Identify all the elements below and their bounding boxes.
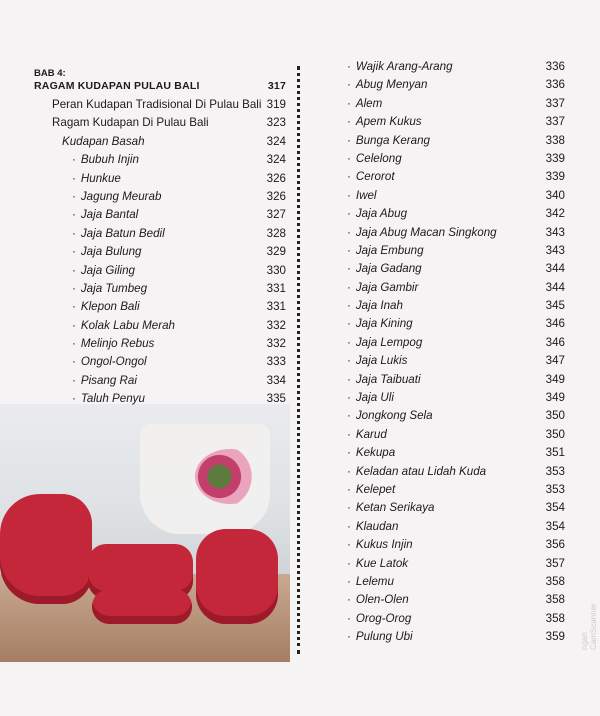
toc-entry-label: Taluh Penyu bbox=[80, 392, 145, 406]
toc-entry[interactable] bbox=[34, 337, 286, 355]
chapter-label-text: BAB 4: bbox=[34, 68, 66, 79]
toc-entry-page: 343 bbox=[545, 243, 565, 257]
toc-entry-page: 332 bbox=[266, 318, 286, 332]
chapter-title: RAGAM KUDAPAN PULAU BALI bbox=[34, 80, 200, 92]
scanner-watermark: ngan CamScanner bbox=[580, 603, 598, 650]
toc-entry-label: Kolak Labu Merah bbox=[80, 318, 175, 332]
toc-entry[interactable] bbox=[347, 97, 565, 115]
toc-entry-label: Kekupa bbox=[355, 446, 396, 460]
toc-entry-page: 346 bbox=[545, 335, 565, 349]
red-cake-piece bbox=[0, 494, 92, 604]
toc-entry-label: Olen-Olen bbox=[355, 593, 409, 607]
toc-entry[interactable] bbox=[347, 520, 565, 538]
bullet-icon: · bbox=[347, 188, 351, 202]
bullet-icon: · bbox=[347, 133, 351, 147]
toc-entry-label: Jaja Embung bbox=[355, 243, 424, 257]
toc-entry[interactable] bbox=[347, 299, 565, 317]
toc-entry-label: Karud bbox=[355, 427, 387, 441]
toc-entry-page: 324 bbox=[266, 153, 286, 167]
toc-entry[interactable] bbox=[34, 374, 286, 392]
toc-entry-label: Celelong bbox=[355, 151, 402, 165]
toc-entry[interactable] bbox=[347, 391, 565, 409]
bullet-icon: · bbox=[347, 482, 351, 496]
toc-entry-page: 339 bbox=[545, 170, 565, 184]
bullet-icon: · bbox=[347, 538, 351, 552]
bullet-icon: · bbox=[72, 318, 76, 332]
toc-entry-label: Jaja Abug Macan Singkong bbox=[355, 225, 497, 239]
toc-entry-page: 331 bbox=[266, 281, 286, 295]
bullet-icon: · bbox=[347, 262, 351, 276]
toc-entry-label: Keladan atau Lidah Kuda bbox=[355, 464, 487, 478]
bullet-icon: · bbox=[347, 207, 351, 221]
toc-entry[interactable] bbox=[34, 355, 286, 373]
toc-entry-label: Alem bbox=[355, 96, 383, 110]
flower-decoration bbox=[195, 449, 265, 504]
toc-entry[interactable] bbox=[347, 134, 565, 152]
toc-entry[interactable] bbox=[347, 501, 565, 519]
toc-entry-page: 340 bbox=[545, 188, 565, 202]
toc-entry[interactable] bbox=[347, 226, 565, 244]
bullet-icon: · bbox=[347, 280, 351, 294]
toc-entry-page: 327 bbox=[266, 208, 286, 222]
toc-entry-label: Orog-Orog bbox=[355, 611, 412, 625]
toc-entry-label: Jaja Gambir bbox=[355, 280, 419, 294]
toc-entry[interactable] bbox=[34, 319, 286, 337]
toc-entry[interactable] bbox=[347, 244, 565, 262]
bullet-icon: · bbox=[347, 611, 351, 625]
bullet-icon: · bbox=[347, 372, 351, 386]
chapter-label bbox=[34, 68, 286, 80]
toc-entry-page: 336 bbox=[545, 60, 565, 73]
toc-entry-label: Jaja Tumbeg bbox=[80, 281, 148, 295]
toc-entry[interactable] bbox=[347, 281, 565, 299]
toc-entry[interactable] bbox=[34, 190, 286, 208]
bullet-icon: · bbox=[72, 337, 76, 351]
bullet-icon: · bbox=[72, 392, 76, 406]
toc-entry-page: 336 bbox=[545, 78, 565, 92]
toc-entry-page: 326 bbox=[266, 171, 286, 185]
toc-entry[interactable] bbox=[347, 373, 565, 391]
bullet-icon: · bbox=[347, 630, 351, 644]
toc-entry-page: 323 bbox=[266, 116, 286, 130]
toc-entry-page: 339 bbox=[545, 151, 565, 165]
toc-left-column bbox=[34, 68, 286, 411]
toc-entry-page: 349 bbox=[545, 372, 565, 386]
toc-entry-label: Lelemu bbox=[355, 574, 394, 588]
bullet-icon: · bbox=[72, 245, 76, 259]
bullet-icon: · bbox=[347, 593, 351, 607]
toc-entry-label: Melinjo Rebus bbox=[80, 337, 155, 351]
toc-entry-page: 334 bbox=[266, 373, 286, 387]
toc-entry-page: 326 bbox=[266, 189, 286, 203]
toc-entry[interactable] bbox=[347, 575, 565, 593]
toc-entry-page: 354 bbox=[545, 519, 565, 533]
toc-entry-label: Pisang Rai bbox=[80, 373, 137, 387]
toc-entry[interactable] bbox=[34, 153, 286, 171]
toc-entry[interactable] bbox=[34, 282, 286, 300]
bullet-icon: · bbox=[72, 373, 76, 387]
toc-entry-label: Peran Kudapan Tradisional Di Pulau Bali bbox=[52, 98, 262, 111]
toc-entry-label: Abug Menyan bbox=[355, 78, 428, 92]
toc-entry-page: 330 bbox=[266, 263, 286, 277]
toc-entry-page: 328 bbox=[266, 226, 286, 240]
toc-entry[interactable] bbox=[347, 446, 565, 464]
bullet-icon: · bbox=[347, 317, 351, 331]
toc-entry-page: 343 bbox=[545, 225, 565, 239]
toc-entry[interactable] bbox=[347, 409, 565, 427]
toc-entry-label: Cerorot bbox=[355, 170, 395, 184]
toc-entry-page: 346 bbox=[545, 317, 565, 331]
toc-entry[interactable] bbox=[347, 612, 565, 630]
toc-entry-page: 344 bbox=[545, 262, 565, 276]
bullet-icon: · bbox=[72, 208, 76, 222]
toc-entry[interactable] bbox=[34, 135, 286, 153]
red-cake-piece bbox=[196, 529, 278, 624]
toc-entry-page: 342 bbox=[545, 207, 565, 221]
bullet-icon: · bbox=[347, 354, 351, 368]
toc-entry-label: Jaja Giling bbox=[80, 263, 136, 277]
toc-entry-label: Jagung Meurab bbox=[80, 189, 162, 203]
toc-entry[interactable] bbox=[34, 264, 286, 282]
bullet-icon: · bbox=[347, 335, 351, 349]
toc-entry[interactable] bbox=[34, 392, 286, 410]
toc-entry[interactable] bbox=[347, 428, 565, 446]
toc-entry-label: Kudapan Basah bbox=[62, 134, 145, 148]
toc-entry-page: 329 bbox=[266, 245, 286, 259]
bullet-icon: · bbox=[347, 151, 351, 165]
toc-entry-label: Pulung Ubi bbox=[355, 630, 413, 644]
toc-entry-page: 359 bbox=[545, 630, 565, 644]
toc-entry-page: 335 bbox=[266, 392, 286, 406]
toc-entry-page: 347 bbox=[545, 354, 565, 368]
toc-entry[interactable] bbox=[347, 170, 565, 188]
bullet-icon: · bbox=[347, 391, 351, 405]
toc-entry-label: Kukus Injin bbox=[355, 538, 413, 552]
bullet-icon: · bbox=[347, 427, 351, 441]
bullet-icon: · bbox=[347, 96, 351, 110]
toc-entry-label: Kue Latok bbox=[355, 556, 409, 570]
toc-entry[interactable] bbox=[347, 78, 565, 96]
toc-entry-label: Ragam Kudapan Di Pulau Bali bbox=[52, 116, 209, 130]
toc-entry[interactable] bbox=[347, 189, 565, 207]
toc-entry[interactable] bbox=[347, 262, 565, 280]
toc-entry-page: 332 bbox=[266, 337, 286, 351]
toc-entry-page: 319 bbox=[266, 98, 286, 111]
toc-entry[interactable] bbox=[347, 465, 565, 483]
toc-entry-label: Jaja Inah bbox=[355, 299, 403, 313]
bullet-icon: · bbox=[72, 171, 76, 185]
toc-entry[interactable] bbox=[34, 245, 286, 263]
toc-entry[interactable] bbox=[347, 557, 565, 575]
chapter-title-row[interactable] bbox=[34, 80, 286, 98]
toc-entry-page: 356 bbox=[545, 538, 565, 552]
bullet-icon: · bbox=[347, 243, 351, 257]
dotted-divider bbox=[297, 66, 300, 654]
toc-entry-page: 354 bbox=[545, 501, 565, 515]
toc-entry-label: Hunkue bbox=[80, 171, 121, 185]
bullet-icon: · bbox=[72, 355, 76, 369]
toc-entry-label: Jaja Batun Bedil bbox=[80, 226, 165, 240]
toc-entry[interactable] bbox=[347, 60, 565, 78]
toc-entry-label: Jaja Gadang bbox=[355, 262, 422, 276]
toc-entry-label: Jaja Taibuati bbox=[355, 372, 421, 386]
toc-entry-page: 350 bbox=[545, 409, 565, 423]
bullet-icon: · bbox=[347, 115, 351, 129]
toc-entry-page: 331 bbox=[266, 300, 286, 314]
toc-entry-label: Jaja Uli bbox=[355, 391, 394, 405]
toc-entry[interactable] bbox=[347, 593, 565, 611]
toc-entry[interactable] bbox=[347, 538, 565, 556]
toc-entry-label: Jaja Bantal bbox=[80, 208, 139, 222]
toc-entry-page: 350 bbox=[545, 427, 565, 441]
bullet-icon: · bbox=[72, 189, 76, 203]
toc-entry[interactable] bbox=[34, 98, 286, 116]
toc-entry-label: Iwel bbox=[355, 188, 377, 202]
toc-entry-page: 358 bbox=[545, 574, 565, 588]
toc-entry-page: 358 bbox=[545, 593, 565, 607]
toc-entry[interactable] bbox=[34, 116, 286, 134]
toc-right-column bbox=[347, 60, 565, 649]
bullet-icon: · bbox=[72, 300, 76, 314]
toc-entry-page: 337 bbox=[545, 115, 565, 129]
toc-entry-label: Klaudan bbox=[355, 519, 399, 533]
bullet-icon: · bbox=[347, 78, 351, 92]
bullet-icon: · bbox=[347, 556, 351, 570]
toc-entry-label: Wajik Arang-Arang bbox=[355, 60, 453, 73]
toc-entry-label: Jaja Abug bbox=[355, 207, 408, 221]
toc-entry-label: Jaja Kining bbox=[355, 317, 413, 331]
toc-entry-label: Klepon Bali bbox=[80, 300, 140, 314]
toc-entry[interactable] bbox=[34, 300, 286, 318]
toc-entry-label: Jaja Lempog bbox=[355, 335, 423, 349]
toc-entry-page: 353 bbox=[545, 482, 565, 496]
bullet-icon: · bbox=[347, 409, 351, 423]
toc-entry[interactable] bbox=[34, 227, 286, 245]
toc-entry-page: 333 bbox=[266, 355, 286, 369]
toc-entry[interactable] bbox=[347, 336, 565, 354]
toc-entry-label: Bunga Kerang bbox=[355, 133, 431, 147]
chapter-title-page: 317 bbox=[267, 80, 286, 92]
toc-entry-page: 351 bbox=[545, 446, 565, 460]
toc-entry[interactable] bbox=[347, 317, 565, 335]
bullet-icon: · bbox=[347, 446, 351, 460]
food-photo bbox=[0, 404, 290, 662]
toc-entry[interactable] bbox=[34, 172, 286, 190]
bullet-icon: · bbox=[72, 281, 76, 295]
toc-entry[interactable] bbox=[347, 483, 565, 501]
bullet-icon: · bbox=[347, 464, 351, 478]
toc-entry-label: Kelepet bbox=[355, 482, 396, 496]
red-cake-piece bbox=[92, 589, 192, 624]
bullet-icon: · bbox=[347, 170, 351, 184]
toc-entry-page: 357 bbox=[545, 556, 565, 570]
toc-entry-page: 358 bbox=[545, 611, 565, 625]
bullet-icon: · bbox=[72, 153, 76, 167]
bullet-icon: · bbox=[72, 226, 76, 240]
toc-entry[interactable] bbox=[34, 208, 286, 226]
bullet-icon: · bbox=[347, 574, 351, 588]
bullet-icon: · bbox=[347, 60, 351, 73]
toc-entry-page: 337 bbox=[545, 96, 565, 110]
toc-entry-page: 345 bbox=[545, 299, 565, 313]
toc-entry-label: Jaja Bulung bbox=[80, 245, 142, 259]
toc-entry-page: 344 bbox=[545, 280, 565, 294]
bullet-icon: · bbox=[347, 225, 351, 239]
toc-entry[interactable] bbox=[347, 207, 565, 225]
toc-entry[interactable] bbox=[347, 630, 565, 648]
toc-entry-label: Apem Kukus bbox=[355, 115, 422, 129]
toc-entry-page: 338 bbox=[545, 133, 565, 147]
bullet-icon: · bbox=[347, 501, 351, 515]
toc-entry[interactable] bbox=[347, 354, 565, 372]
toc-entry-label: Bubuh Injin bbox=[80, 153, 139, 167]
toc-entry-page: 349 bbox=[545, 391, 565, 405]
toc-entry[interactable] bbox=[347, 115, 565, 133]
toc-entry-label: Jongkong Sela bbox=[355, 409, 433, 423]
toc-entry-label: Ongol-Ongol bbox=[80, 355, 147, 369]
bullet-icon: · bbox=[347, 519, 351, 533]
toc-entry-page: 324 bbox=[266, 134, 286, 148]
toc-entry-page: 353 bbox=[545, 464, 565, 478]
toc-entry-label: Ketan Serikaya bbox=[355, 501, 435, 515]
toc-entry[interactable] bbox=[347, 152, 565, 170]
bullet-icon: · bbox=[347, 299, 351, 313]
toc-entry-label: Jaja Lukis bbox=[355, 354, 408, 368]
bullet-icon: · bbox=[72, 263, 76, 277]
